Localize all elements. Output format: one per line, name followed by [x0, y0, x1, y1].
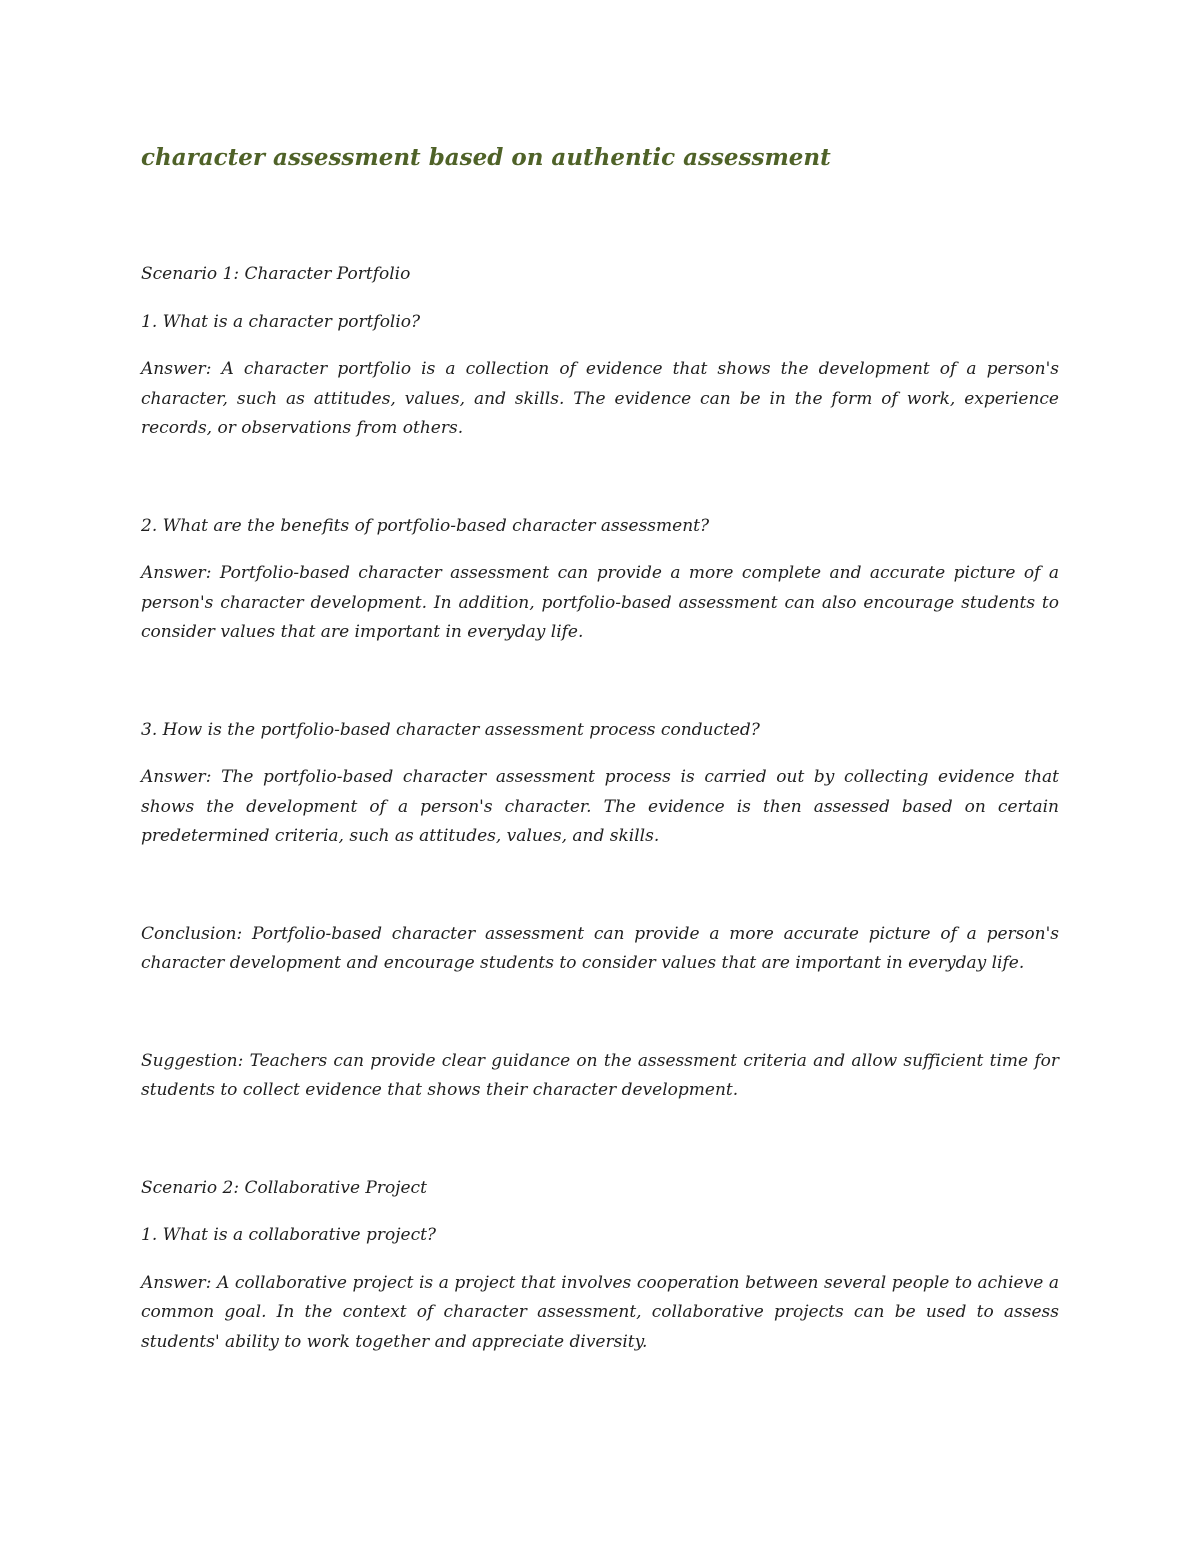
scenario-1-answer-3: Answer: The portfolio-based character assessment process is carried out by collecting evidence that shows the development of a person's character. The evidence is then assessed based on certain predetermined criteria, such as attitudes, values, and skills. [141, 767, 1059, 846]
scenario-2-question-1: 1. What is a collaborative project? [141, 1225, 437, 1245]
document-title: character assessment based on authentic assessment [141, 144, 831, 171]
scenario-1-conclusion: Conclusion: Portfolio-based character assessment can provide a more accurate picture of a person's character development and encourage students to consider values that are important in everyday life. [141, 923, 1059, 973]
document-body [141, 138, 1059, 1375]
scenario-1-question-2: 2. What are the benefits of portfolio-based character assessment? [141, 515, 710, 536]
scenario-1-answer-2: Answer: Portfolio-based character assessment can provide a more complete and accurate picture of a person's character development. In addition, portfolio-based assessment can also encourage students to consider values that are important in everyday life. [141, 563, 1059, 642]
scenario-1-question-3: 3. How is the portfolio-based character assessment process conducted? [141, 719, 760, 740]
scenario-1-heading: Scenario 1: Character Portfolio [141, 264, 411, 284]
scenario-1-suggestion: Suggestion: Teachers can provide clear guidance on the assessment criteria and allow sufficient time for students to collect evidence that shows their character development. [141, 1050, 1059, 1100]
scenario-1-question-1: 1. What is a character portfolio? [141, 311, 421, 332]
scenario-1-answer-1: Answer: A character portfolio is a collection of evidence that shows the development of a person's character, such as attitudes, values, and skills. The evidence can be in the form of work, experience records, or observations from others. [141, 359, 1059, 438]
scenario-2-answer-1: Answer: A collaborative project is a project that involves cooperation between several people to achieve a common goal. In the context of character assessment, collaborative projects can be used to assess students' ability to work together and appreciate diversity. [141, 1272, 1059, 1352]
scenario-2-heading: Scenario 2: Collaborative Project [141, 1177, 427, 1198]
